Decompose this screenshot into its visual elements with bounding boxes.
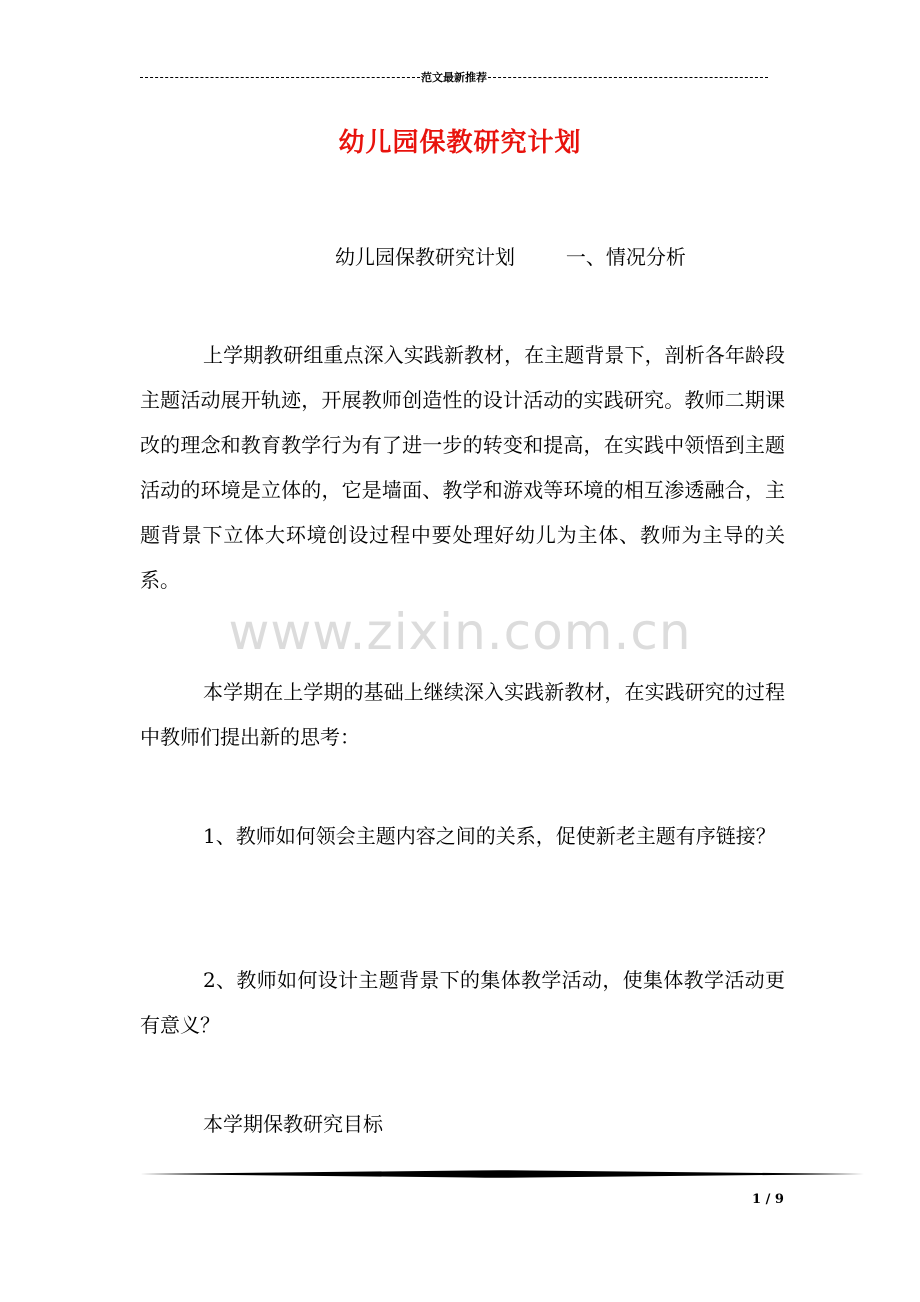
- footer-divider: [140, 1160, 864, 1188]
- page-header: [140, 68, 768, 86]
- paragraph-research-goals: 本学期保教研究目标: [203, 1112, 383, 1136]
- paragraph-semester-intro: 本学期在上学期的基础上继续深入实践新教材，在实践研究的过程中教师们提出新的思考：: [140, 680, 785, 749]
- watermark: www.zixin.com.cn: [228, 603, 692, 661]
- paragraph-question-1: 1、教师如何领会主题内容之间的关系，促使新老主题有序链接？: [203, 824, 776, 848]
- page-indicator: 1 / 9: [752, 1192, 784, 1207]
- header-dash-left: [140, 77, 420, 78]
- paragraph-question-2: 2、教师如何设计主题背景下的集体教学活动，使集体教学活动更有意义？: [140, 968, 785, 1037]
- header-dash-right: [488, 77, 768, 78]
- document-title: 幼儿园保教研究计划: [338, 128, 582, 158]
- paragraph-situation-analysis: 上学期教研组重点深入实践新教材，在主题背景下，剖析各年龄段主题活动展开轨迹，开展教师创造性的设计活动的实践研究。教师二期课改的理念和教育教学行为有了进一步的转变和提高，在实践中领悟到主题活动的环境是立体的，它是墙面、教学和游戏等环境的相互渗透融合，主题背景下立体大环境创设过程中要处理好幼儿为主体、教师为主导的关系。: [140, 343, 785, 592]
- header-label: 范文最新推荐: [421, 71, 487, 84]
- document-subtitle: 幼儿园保教研究计划 一、情况分析: [335, 245, 686, 269]
